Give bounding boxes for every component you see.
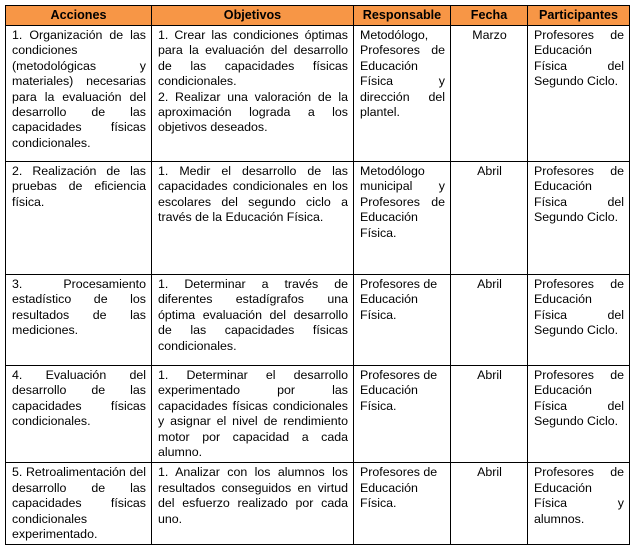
table-row [6,26,630,162]
responsable-cell: Profesores de Educación Física. [354,366,451,463]
objetivos-cell [152,275,354,366]
objetivos-cell [152,162,354,275]
fecha-cell: Abril [451,366,528,463]
objetivos-cell [152,26,354,162]
objetivo-item: 1. Analizar con los alumnos los resultados conseguidos en virtud del esfuerzo realizado por cada uno. [158,465,348,526]
accion-cell: 4. Evaluación del desarrollo de las capacidades físicas condicionales. [6,366,152,463]
objetivos-cell [152,366,354,463]
fecha-cell: Marzo [451,26,528,162]
objetivo-item: 1. Determinar el desarrollo experimentado por las capacidades físicas condicionales y asignar el nivel de rendimiento motor por capacidad a cada alumno. [158,368,348,460]
header-row [6,6,630,26]
accion-cell: 3. Procesamiento estadístico de los resultados de las mediciones. [6,275,152,366]
responsable-cell: Profesores de Educación Física. [354,463,451,545]
participantes-cell: Profesores de Educación Física del Segundo Ciclo. [528,275,630,366]
fecha-cell: Abril [451,162,528,275]
responsable-cell: Metodólogo municipal y Profesores de Educación Física. [354,162,451,275]
header-fecha: Fecha [451,6,528,26]
participantes-cell: Profesores de Educación Física del Segundo Ciclo. [528,26,630,162]
responsable-cell: Profesores de Educación Física. [354,275,451,366]
table-row [6,162,630,275]
fecha-cell: Abril [451,275,528,366]
participantes-cell: Profesores de Educación Física del Segundo Ciclo. [528,162,630,275]
responsable-cell: Metodólogo, Profesores de Educación Física y dirección del plantel. [354,26,451,162]
header-participantes: Participantes [528,6,630,26]
fecha-cell: Abril [451,463,528,545]
participantes-cell: Profesores de Educación Física y alumnos. [528,463,630,545]
accion-cell: 2. Realización de las pruebas de eficiencia física. [6,162,152,275]
accion-cell: 5. Retroalimentación del desarrollo de las capacidades físicas condicionales experimentado. [6,463,152,545]
header-acciones: Acciones [6,6,152,26]
table-row [6,463,630,545]
header-objetivos: Objetivos [152,6,354,26]
header-responsable: Responsable [354,6,451,26]
objetivo-item: 1. Crear las condiciones óptimas para la evaluación del desarrollo de las capacidades físicas condicionales. [158,28,348,89]
objetivo-item: 2. Realizar una valoración de la aproximación lograda a los objetivos deseados. [158,89,348,135]
objetivos-cell [152,463,354,545]
accion-cell: 1. Organización de las condiciones (metodológicas y materiales) necesarias para la evaluación del desarrollo de las capacidades físicas condicionales. [6,26,152,162]
participantes-cell: Profesores de Educación Física del Segundo Ciclo. [528,366,630,463]
table-row [6,275,630,366]
objetivo-item: 1. Determinar a través de diferentes estadígrafos una óptima evaluación del desarrollo de las capacidades físicas condicionales. [158,277,348,353]
objetivo-item: 1. Medir el desarrollo de las capacidades condicionales en los escolares del segundo ciclo a través de la Educación Física. [158,164,348,225]
table-row [6,366,630,463]
action-plan-table [5,5,630,545]
